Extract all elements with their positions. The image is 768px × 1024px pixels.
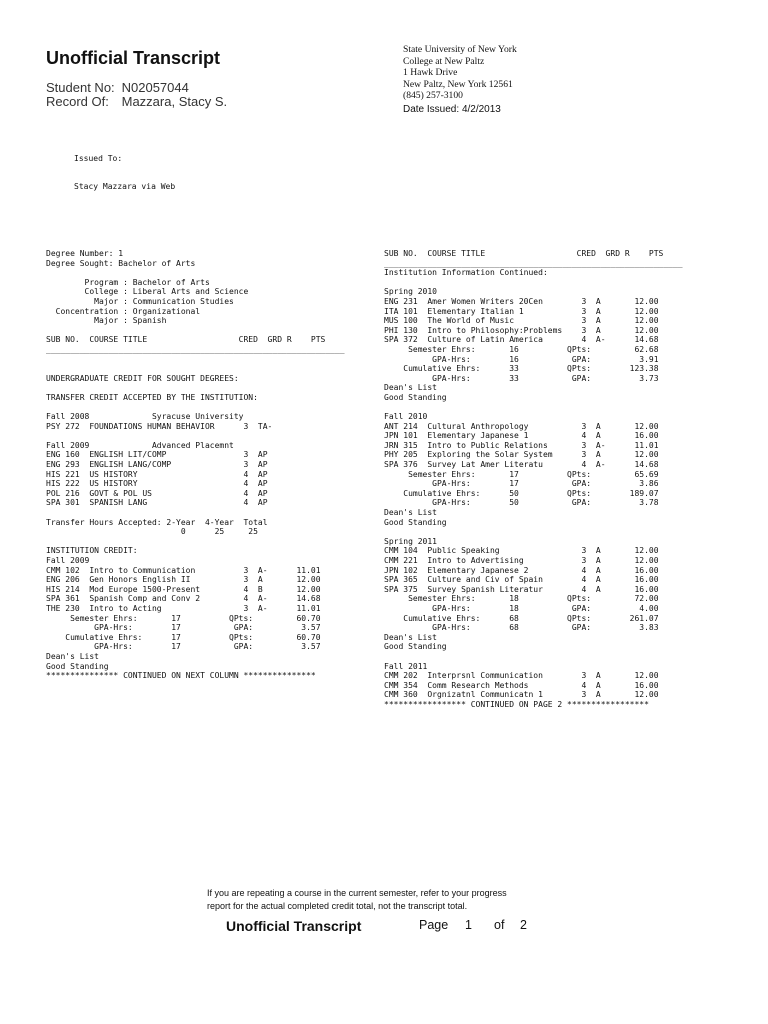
transcript-line: SPA 365 Culture and Civ of Spain 4 A 16.00 xyxy=(384,575,659,585)
transcript-line: Good Standing xyxy=(46,661,109,671)
transcript-line xyxy=(46,326,345,336)
repeat-course-note xyxy=(207,887,567,913)
transcript-line: Dean's List xyxy=(384,632,437,642)
transcript-line: SPA 301 SPANISH LANG 4 AP xyxy=(46,498,268,508)
transcript-line: GPA-Hrs: 68 GPA: 3.83 xyxy=(384,623,659,633)
transcript-line: JRN 315 Intro to Public Relations 3 A- 11.01 xyxy=(384,440,659,450)
transcript-line: Fall 2010 xyxy=(384,412,428,422)
transcript-line: Degree Number: 1 xyxy=(46,249,124,258)
transcript-line: PHI 130 Intro to Philosophy:Problems 3 A 12.00 xyxy=(384,325,659,335)
student-number-value: N02057044 xyxy=(121,80,189,95)
transcript-line: Institution Information Continued: xyxy=(384,268,548,278)
transcript-line: GPA-Hrs: 17 GPA: 3.86 xyxy=(384,479,659,489)
transcript-line: ***************** CONTINUED ON PAGE 2 ***************** xyxy=(384,699,649,709)
transcript-line: Good Standing xyxy=(384,517,447,527)
transcript-line: POL 216 GOVT & POL US 4 AP xyxy=(46,488,268,498)
transcript-line: ENG 293 ENGLISH LANG/COMP 3 AP xyxy=(46,460,268,470)
transcript-line xyxy=(384,652,683,662)
transcript-line: Cumulative Ehrs: 33 QPts: 123.38 xyxy=(384,364,659,374)
transcript-line: CMM 202 Interprsnl Communication 3 A 12.00 xyxy=(384,671,659,681)
transcript-line: JPN 102 Elementary Japanese 2 4 A 16.00 xyxy=(384,565,659,575)
transcript-line xyxy=(46,268,345,278)
transcript-line: Cumulative Ehrs: 17 QPts: 60.70 xyxy=(46,632,321,642)
transcript-line: Good Standing xyxy=(384,392,447,402)
record-of-label: Record Of: xyxy=(46,94,109,109)
transcript-line: GPA-Hrs: 17 GPA: 3.57 xyxy=(46,642,321,652)
transcript-line xyxy=(46,403,345,413)
transcript-line xyxy=(46,355,345,365)
transcript-line: ______________________________________________________________ xyxy=(384,258,683,268)
transcript-line: Semester Ehrs: 17 QPts: 65.69 xyxy=(384,469,659,479)
transcript-line: Dean's List xyxy=(384,508,437,518)
transcript-line: 0 25 25 xyxy=(46,527,258,537)
transcript-line: GPA-Hrs: 33 GPA: 3.73 xyxy=(384,373,659,383)
student-number-label: Student No: xyxy=(46,80,115,95)
address-line: State University of New York xyxy=(403,44,517,55)
transcript-line: SPA 361 Spanish Comp and Conv 2 4 A- 14.68 xyxy=(46,594,321,604)
transcript-line xyxy=(46,364,345,374)
transcript-line: Spring 2010 xyxy=(384,287,437,297)
of-label: of xyxy=(494,918,505,932)
transcript-line: Major : Spanish xyxy=(46,316,167,326)
transcript-line: TRANSFER CREDIT ACCEPTED BY THE INSTITUTION: xyxy=(46,392,258,402)
transcript-line: ITA 101 Elementary Italian 1 3 A 12.00 xyxy=(384,306,659,316)
transcript-line: Semester Ehrs: 17 QPts: 60.70 xyxy=(46,613,321,623)
page-total: 2 xyxy=(520,918,527,932)
transcript-line: GPA-Hrs: 16 GPA: 3.91 xyxy=(384,354,659,364)
transcript-line: HIS 214 Mod Europe 1500-Present 4 B 12.00 xyxy=(46,584,321,594)
address-line: 1 Hawk Drive xyxy=(403,67,458,79)
transcript-line xyxy=(46,508,345,518)
transcript-line: Dean's List xyxy=(46,651,99,661)
transcript-line: Semester Ehrs: 16 QPts: 62.68 xyxy=(384,344,659,354)
transcript-line: CMM 104 Public Speaking 3 A 12.00 xyxy=(384,546,659,556)
transcript-line xyxy=(46,537,345,547)
transcript-line: HIS 221 US HISTORY 4 AP xyxy=(46,469,268,479)
transcript-line: *************** CONTINUED ON NEXT COLUMN *************** xyxy=(46,671,316,681)
issued-to-label: Issued To: xyxy=(74,154,123,163)
transcript-line: Degree Sought: Bachelor of Arts xyxy=(46,258,196,268)
transcript-line xyxy=(384,278,683,288)
transcript-line: SUB NO. COURSE TITLE CRED GRD R PTS xyxy=(384,249,664,258)
transcript-line: MUS 100 The World of Music 3 A 12.00 xyxy=(384,316,659,326)
transcript-line: ENG 206 Gen Honors English II 3 A 12.00 xyxy=(46,575,321,585)
transcript-line: HIS 222 US HISTORY 4 AP xyxy=(46,479,268,489)
address-line: New Paltz, New York 12561 xyxy=(403,78,513,90)
page-title: Unofficial Transcript xyxy=(46,48,221,68)
note-line: If you are repeating a course in the current semester, refer to your progress xyxy=(207,888,507,898)
transcript-line xyxy=(384,403,683,413)
transcript-line: Fall 2009 xyxy=(46,556,90,565)
transcript-line: Major : Communication Studies xyxy=(46,296,234,306)
student-number-row xyxy=(46,80,189,95)
transcript-line: ______________________________________________________________ xyxy=(46,344,345,354)
footer-title: Unofficial Transcript xyxy=(226,918,362,934)
transcript-line: Good Standing xyxy=(384,642,447,652)
transcript-line: Cumulative Ehrs: 50 QPts: 189.07 xyxy=(384,488,659,498)
transcript-line: Semester Ehrs: 18 QPts: 72.00 xyxy=(384,594,659,604)
transcript-line: GPA-Hrs: 50 GPA: 3.78 xyxy=(384,498,659,508)
transcript-line xyxy=(46,383,345,393)
transcript-line: College : Liberal Arts and Science xyxy=(46,287,249,297)
transcript-line: Concentration : Organizational xyxy=(46,306,201,316)
transcript-line: CMM 360 Orgnizatnl Communicatn 1 3 A 12.00 xyxy=(384,690,659,700)
transcript-line: ANT 214 Cultural Anthropology 3 A 12.00 xyxy=(384,421,659,431)
transcript-line: Fall 2008 Syracuse University xyxy=(46,412,244,422)
transcript-line: Fall 2011 xyxy=(384,661,428,671)
transcript-line: SPA 376 Survey Lat Amer Literatu 4 A- 14.68 xyxy=(384,460,659,470)
transcript-line: JPN 101 Elementary Japanese 1 4 A 16.00 xyxy=(384,431,659,441)
transcript-line: SPA 375 Survey Spanish Literatur 4 A 16.00 xyxy=(384,584,659,594)
transcript-line: PSY 272 FOUNDATIONS HUMAN BEHAVIOR 3 TA- xyxy=(46,421,273,431)
transcript-line: CMM 221 Intro to Advertising 3 A 12.00 xyxy=(384,556,659,565)
transcript-line: ENG 160 ENGLISH LIT/COMP 3 AP xyxy=(46,450,268,460)
transcript-line xyxy=(384,527,683,537)
transcript-line: Dean's List xyxy=(384,383,437,393)
transcript-line: SUB NO. COURSE TITLE CRED GRD R PTS xyxy=(46,335,326,345)
transcript-line: Spring 2011 xyxy=(384,536,437,546)
transcript-line: SPA 372 Culture of Latin America 4 A- 14.68 xyxy=(384,335,659,345)
page-number: 1 xyxy=(465,918,472,932)
institution-address xyxy=(403,44,517,102)
transcript-line: GPA-Hrs: 17 GPA: 3.57 xyxy=(46,623,321,633)
transcript-line: CMM 102 Intro to Communication 3 A- 11.01 xyxy=(46,565,321,575)
transcript-line: ENG 231 Amer Women Writers 20Cen 3 A 12.00 xyxy=(384,296,659,306)
transcript-right-column xyxy=(384,249,683,710)
date-issued-label: Date Issued: xyxy=(403,104,460,115)
record-of-value: Mazzara, Stacy S. xyxy=(121,94,228,109)
address-line: College at New Paltz xyxy=(403,55,485,67)
transcript-line: INSTITUTION CREDIT: xyxy=(46,546,138,556)
transcript-line: CMM 354 Comm Research Methods 4 A 16.00 xyxy=(384,680,659,690)
record-of-row xyxy=(46,94,227,109)
note-line: report for the actual completed credit total, not the transcript total. xyxy=(207,901,468,911)
transcript-line: Cumulative Ehrs: 68 QPts: 261.07 xyxy=(384,613,659,623)
date-issued xyxy=(403,104,501,115)
transcript-left-column xyxy=(46,249,345,681)
page-label: Page xyxy=(419,918,449,932)
transcript-line: PHY 205 Exploring the Solar System 3 A 12.00 xyxy=(384,450,659,460)
date-issued-value: 4/2/2013 xyxy=(461,104,501,115)
transcript-line: UNDERGRADUATE CREDIT FOR SOUGHT DEGREES: xyxy=(46,373,239,383)
address-line: (845) 257-3100 xyxy=(403,90,463,102)
transcript-line: GPA-Hrs: 18 GPA: 4.00 xyxy=(384,603,659,613)
transcript-line: Transfer Hours Accepted: 2-Year 4-Year Total xyxy=(46,517,268,527)
transcript-line: Program : Bachelor of Arts xyxy=(46,277,210,287)
transcript-line: Fall 2009 Advanced Placemnt xyxy=(46,440,234,450)
transcript-line xyxy=(46,431,345,441)
transcript-line: THE 230 Intro to Acting 3 A- 11.01 xyxy=(46,603,321,613)
issued-to-name: Stacy Mazzara via Web xyxy=(74,182,176,191)
